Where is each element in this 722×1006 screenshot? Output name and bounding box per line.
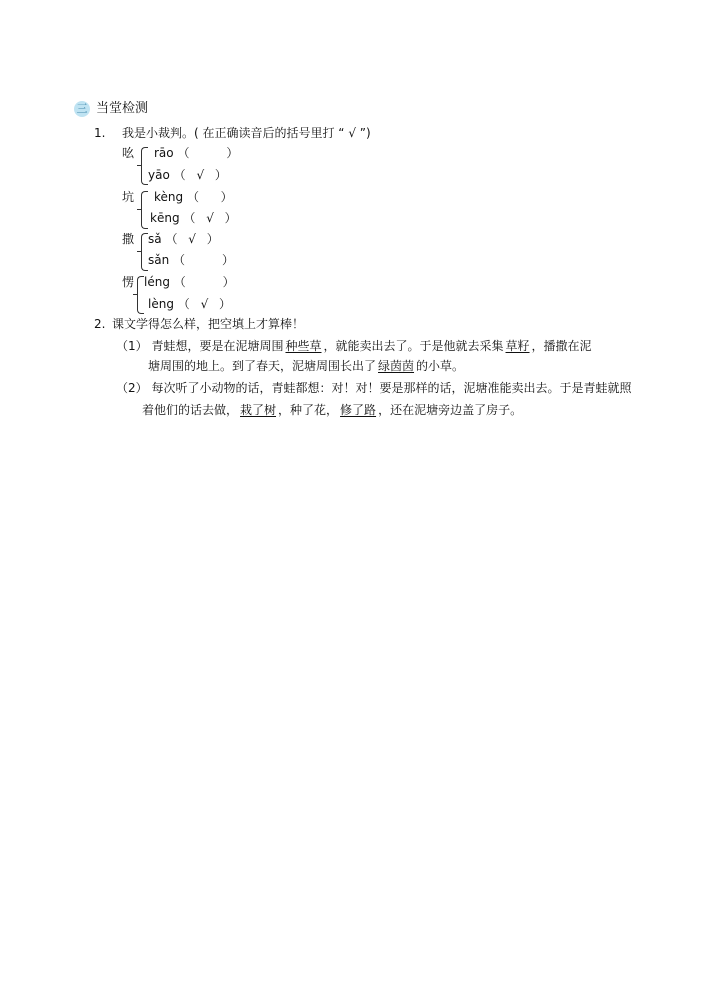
pinyin: kèng (154, 190, 184, 204)
q2-prompt: 课文学得怎么样，把空填上才算棒！ (112, 317, 305, 331)
pinyin: yāo (148, 168, 170, 182)
check-mark: √ (188, 232, 196, 246)
item1-number: （1） (116, 339, 148, 353)
section-title: 当堂检测 (96, 101, 149, 116)
item2-number: （2） (116, 381, 148, 395)
item2-line2 (142, 402, 522, 418)
text: ，种了花， (278, 403, 339, 417)
pinyin: lèng (148, 297, 174, 311)
char-yao: 吆 (122, 146, 135, 160)
brace-4 (137, 276, 144, 314)
answer-paren[interactable]: （ √ ） (173, 168, 227, 182)
brace-1 (141, 147, 148, 185)
q1-prompt: 我是小裁判。( 在正确读音后的括号里打 “ √ ”) (122, 126, 371, 140)
answer-paren[interactable]: （ √ ） (183, 211, 237, 225)
item1-line2 (148, 358, 464, 374)
option-row (148, 252, 234, 268)
item2-line1 (116, 380, 631, 396)
answer-paren[interactable]: （ √ ） (165, 232, 219, 246)
answer-paren[interactable]: （ ） (173, 253, 234, 267)
option-row (148, 231, 219, 247)
text: 每次听了小动物的话，青蛙都想：对！对！要是那样的话，泥塘准能卖出去。于是青蛙就照 (151, 381, 632, 395)
blank-answer[interactable]: 草籽 (505, 339, 530, 353)
text: 着他们的话去做， (142, 403, 239, 417)
check-mark: √ (206, 211, 214, 225)
blank-answer[interactable]: 种些草 (285, 339, 322, 353)
answer-paren[interactable]: （ ） (186, 190, 233, 204)
option-row (154, 145, 238, 161)
option-row (144, 274, 235, 290)
pinyin: sǎn (148, 253, 170, 267)
blank-answer[interactable]: 绿茵茵 (378, 359, 415, 373)
pinyin: kēng (150, 211, 180, 225)
option-row (148, 296, 231, 312)
answer-paren[interactable]: （ ） (177, 146, 239, 160)
blank-answer[interactable]: 栽了树 (240, 403, 277, 417)
answer-paren[interactable]: （ ） (173, 275, 235, 289)
option-row (150, 210, 237, 226)
q2-number: 2. (94, 317, 106, 331)
option-row (154, 189, 233, 205)
text: ，就能卖出去了。于是他就去采集 (323, 339, 504, 353)
q1-number: 1. (94, 126, 106, 140)
brace-2 (141, 191, 148, 229)
pinyin: rāo (154, 146, 174, 160)
char-keng: 坑 (122, 190, 135, 204)
blank-answer[interactable]: 修了路 (340, 403, 377, 417)
check-mark: √ (200, 297, 209, 311)
text: 的小草。 (416, 359, 465, 373)
section-number-badge: 三 (74, 101, 90, 117)
text: ，还在泥塘旁边盖了房子。 (378, 403, 523, 417)
pinyin: sǎ (148, 232, 162, 246)
char-leng: 愣 (122, 275, 135, 289)
text: ，播撒在泥 (531, 339, 592, 353)
check-mark: √ (196, 168, 205, 182)
text: 青蛙想，要是在泥塘周围 (151, 339, 284, 353)
answer-paren[interactable]: （ √ ） (177, 297, 232, 311)
pinyin: léng (144, 275, 170, 289)
brace-3 (141, 233, 148, 271)
option-row (148, 167, 227, 183)
char-sa: 撒 (122, 232, 135, 246)
text: 塘周围的地上。到了春天，泥塘周围长出了 (148, 359, 377, 373)
item1-line1 (116, 338, 592, 354)
